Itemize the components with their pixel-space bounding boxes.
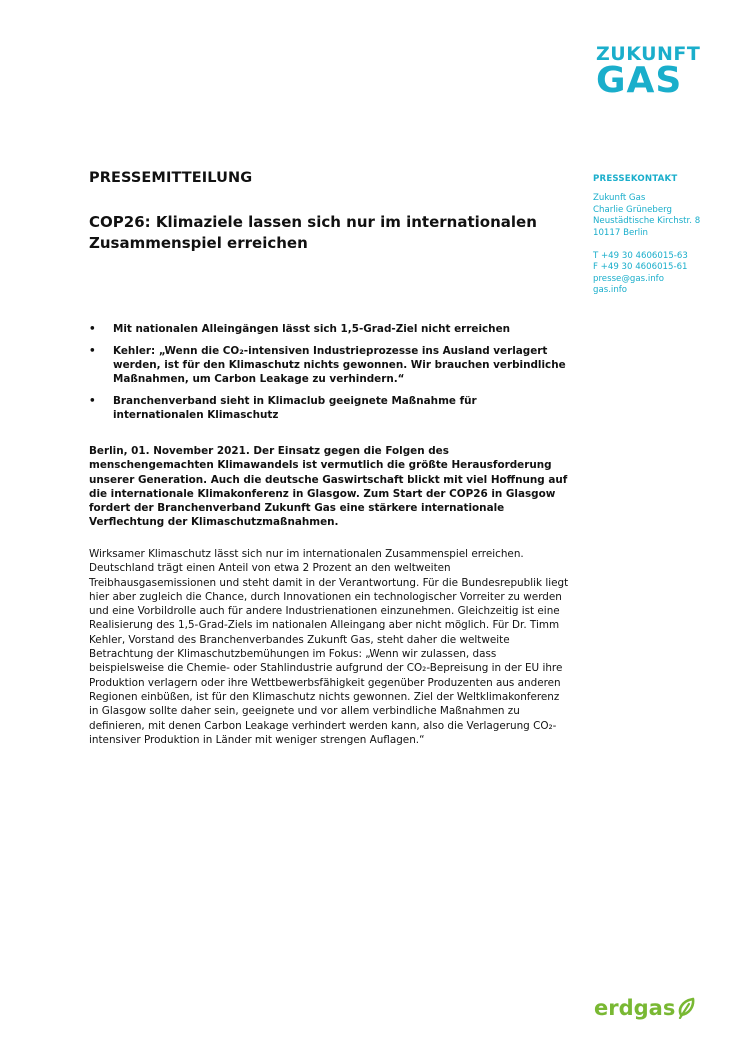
key-points-list <box>89 322 569 430</box>
bullet-icon: • <box>89 323 96 335</box>
press-contact-heading: PRESSEKONTAKT <box>593 174 678 184</box>
key-point-text: Mit nationalen Alleingängen lässt sich 1,5-Grad-Ziel nicht erreichen <box>113 323 511 335</box>
key-point-text: Kehler: „Wenn die CO₂-intensiven Industrieprozesse ins Ausland verlagert werden, ist für den Klimaschutz nichts gewonnen. Wir brauchen verbindliche Maßnahmen, um Carbon Leakage zu verhindern.“ <box>113 344 566 386</box>
title-block <box>89 168 567 254</box>
contact-fax: F +49 30 4606015-61 <box>593 262 688 273</box>
body-paragraph: Wirksamer Klimaschutz lässt sich nur im internationalen Zusammenspiel erreichen. Deutschland trägt einen Anteil von etwa 2 Prozent an den weltweiten Treibhausgasemissionen und steht damit in der Verantwortung. Für die Bundesrepublik liegt hier aber zugleich die Chance, durch Innovationen ein technologischer Vorreiter zu werden und eine Vorbildrolle auch für andere Industrienationen einzunehmen. Gleichzeitig ist eine Realisierung des 1,5-Grad-Ziels im nationalen Alleingang aber nicht möglich. Für Dr. Timm Kehler, Vorstand des Branchenverbandes Zukunft Gas, steht daher die weltweite Betrachtung der Klimaschutzbemühungen im Fokus: „Wenn wir zulassen, dass beispielsweise die Chemie- oder Stahlindustrie aufgrund der CO₂-Bepreisung in der EU ihre Produktion verlagern oder ihre Wettbewerbsfähigkeit gegenüber Produzenten aus anderen Regionen einbüßen, ist für den Klimaschutz nichts gewonnen. Ziel der Weltklimakonferenz in Glasgow sollte daher sein, geeignete und vor allem verbindliche Maßnahmen zu definieren, mit denen Carbon Leakage verhindert werden kann, also die Verlagerung CO₂-intensiver Produktion in Länder mit weniger strengen Auflagen.“ <box>89 548 569 746</box>
logo-line-2: GAS <box>596 60 683 101</box>
document-type: PRESSEMITTEILUNG <box>89 170 253 186</box>
contact-organization: Zukunft Gas <box>593 193 646 204</box>
leaf-icon <box>677 997 695 1019</box>
erdgas-wordmark: erdgas <box>594 996 676 1020</box>
press-contact <box>593 174 733 297</box>
logo-line-1: ZUKUNFT <box>596 43 701 65</box>
contact-phone: T +49 30 4606015-63 <box>593 251 688 262</box>
erdgas-logo <box>594 996 695 1020</box>
bullet-icon: • <box>89 395 96 408</box>
key-point-text: Branchenverband sieht in Klimaclub geeignete Maßnahme für internationalen Klimaschutz <box>113 395 477 422</box>
zukunft-gas-logo <box>596 43 701 101</box>
contact-spacer <box>593 239 733 251</box>
bullet-icon: • <box>89 344 96 357</box>
headline: COP26: Klimaziele lassen sich nur im internationalen Zusammenspiel erreichen <box>89 213 537 252</box>
key-point <box>89 322 569 336</box>
contact-street: Neustädtische Kirchstr. 8 <box>593 216 701 227</box>
key-point <box>89 344 569 387</box>
lead-paragraph: Berlin, 01. November 2021. Der Einsatz gegen die Folgen des menschengemachten Klimawandels ist vermutlich die größte Herausforderung unserer Generation. Auch die deutsche Gaswirtschaft blickt mit viel Hoffnung auf die internationale Klimakonferenz in Glasgow. Zum Start der COP26 in Glasgow fordert der Branchenverband Zukunft Gas eine stärkere internationale Verflechtung der Klimaschutzmaßnahmen. <box>89 445 568 529</box>
contact-city: 10117 Berlin <box>593 227 649 238</box>
key-point <box>89 394 569 423</box>
contact-website[interactable]: gas.info <box>593 285 628 296</box>
contact-email[interactable]: presse@gas.info <box>593 273 664 284</box>
contact-name: Charlie Grüneberg <box>593 204 672 215</box>
